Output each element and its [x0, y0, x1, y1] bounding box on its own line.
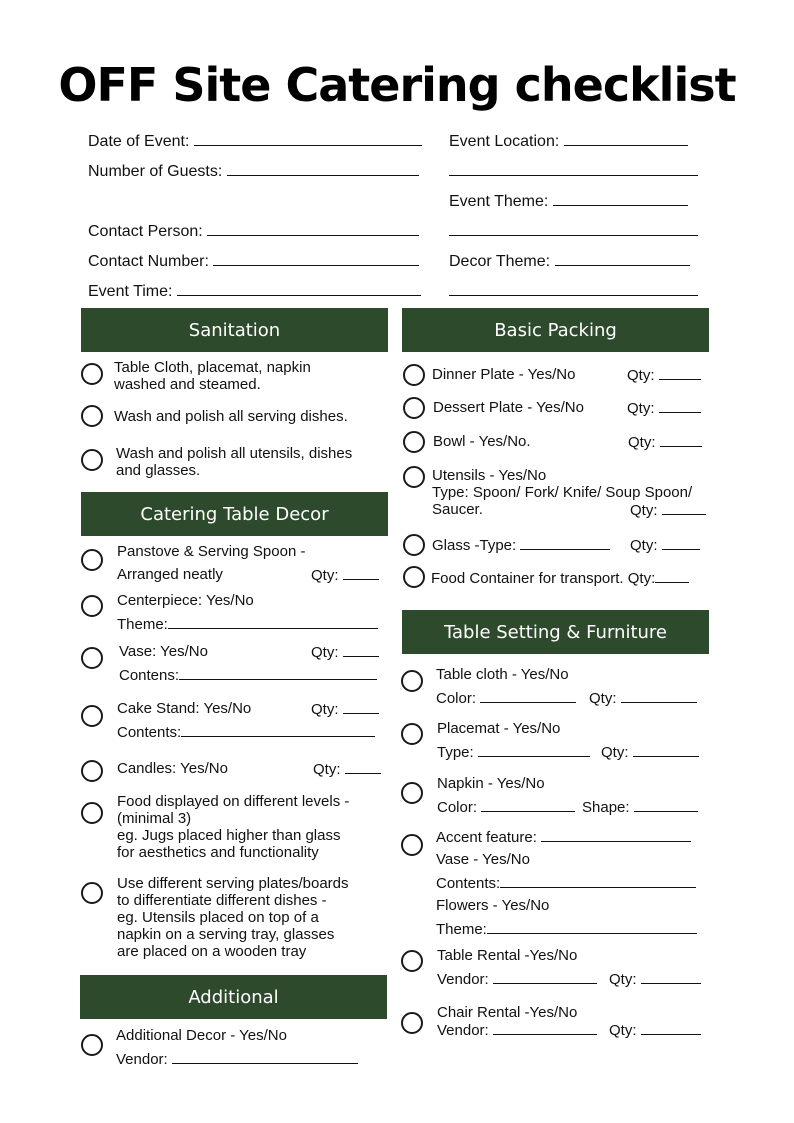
- date-of-event-label: Date of Event:: [88, 133, 190, 150]
- contact-number-field[interactable]: [88, 251, 419, 271]
- table-cloth-qty[interactable]: Qty:: [589, 689, 697, 707]
- contact-person-label: Contact Person:: [88, 223, 203, 240]
- utensils-item: Utensils - Yes/No Type: Spoon/ Fork/ Knife/ Soup Spoon/ Saucer.: [432, 467, 693, 518]
- number-of-guests-field[interactable]: [88, 161, 419, 181]
- event-time-field[interactable]: [88, 281, 421, 301]
- glass-checkbox[interactable]: [403, 534, 425, 556]
- additional-header: Additional: [80, 975, 387, 1019]
- napkin-item: Napkin - Yes/No: [437, 775, 545, 792]
- accent-feature-item[interactable]: Accent feature:: [436, 828, 691, 846]
- sanitation-checkbox-2[interactable]: [81, 405, 103, 427]
- chair-rental-item: Chair Rental -Yes/No: [437, 1004, 578, 1021]
- chair-rental-checkbox[interactable]: [401, 1012, 423, 1034]
- page-title: OFF Site Catering checklist: [58, 58, 736, 112]
- glass-qty[interactable]: Qty:: [630, 536, 700, 554]
- napkin-checkbox[interactable]: [401, 782, 423, 804]
- event-theme-field[interactable]: [449, 191, 688, 211]
- candles-item: Candles: Yes/No: [117, 760, 228, 777]
- dinner-plate-checkbox[interactable]: [403, 364, 425, 386]
- serving-plates-checkbox[interactable]: [81, 882, 103, 904]
- centerpiece-checkbox[interactable]: [81, 595, 103, 617]
- table-cloth-checkbox[interactable]: [401, 670, 423, 692]
- napkin-color[interactable]: Color:: [437, 798, 575, 816]
- table-rental-item: Table Rental -Yes/No: [437, 947, 578, 964]
- event-theme-label: Event Theme:: [449, 193, 549, 210]
- event-theme-line-2[interactable]: [449, 221, 698, 241]
- candles-qty[interactable]: Qty:: [313, 760, 381, 778]
- decor-theme-line-2[interactable]: [449, 281, 698, 301]
- vase-item: Vase: Yes/No: [119, 643, 208, 660]
- food-container-checkbox[interactable]: [403, 566, 425, 588]
- food-levels-checkbox[interactable]: [81, 802, 103, 824]
- accent-flowers: Flowers - Yes/No: [436, 897, 550, 914]
- sanitation-header: Sanitation: [81, 308, 388, 352]
- table-cloth-color[interactable]: Color:: [436, 689, 576, 707]
- additional-decor-item: Additional Decor - Yes/No: [116, 1027, 287, 1044]
- sanitation-checkbox-3[interactable]: [81, 449, 103, 471]
- chair-rental-vendor[interactable]: Vendor:: [437, 1021, 597, 1039]
- vase-checkbox[interactable]: [81, 647, 103, 669]
- panstove-qty[interactable]: Qty:: [311, 566, 379, 584]
- bowl-item: Bowl - Yes/No.: [433, 433, 531, 450]
- utensils-qty[interactable]: Qty:: [630, 501, 706, 519]
- dessert-plate-item: Dessert Plate - Yes/No: [433, 399, 584, 416]
- accent-contents[interactable]: Contents:: [436, 874, 696, 892]
- vase-qty[interactable]: Qty:: [311, 643, 379, 661]
- sanitation-checkbox-1[interactable]: [81, 363, 103, 385]
- placemat-qty[interactable]: Qty:: [601, 743, 699, 761]
- contact-person-field[interactable]: [88, 221, 419, 241]
- accent-theme[interactable]: Theme:: [436, 920, 697, 938]
- serving-plates-item: Use different serving plates/boards to differentiate different dishes - eg. Utensils placed on top of a napkin on a serving tray, glasses are placed on a wooden tray: [117, 875, 349, 960]
- accent-feature-checkbox[interactable]: [401, 834, 423, 856]
- cake-stand-qty[interactable]: Qty:: [311, 700, 379, 718]
- bowl-checkbox[interactable]: [403, 431, 425, 453]
- decor-theme-field[interactable]: [449, 251, 690, 271]
- dessert-plate-qty[interactable]: Qty:: [627, 399, 701, 417]
- candles-checkbox[interactable]: [81, 760, 103, 782]
- panstove-item-line-2: Arranged neatly: [117, 566, 223, 583]
- table-rental-qty[interactable]: Qty:: [609, 970, 701, 988]
- table-cloth-item: Table cloth - Yes/No: [436, 666, 569, 683]
- dessert-plate-checkbox[interactable]: [403, 397, 425, 419]
- cake-stand-item: Cake Stand: Yes/No: [117, 700, 252, 717]
- additional-decor-checkbox[interactable]: [81, 1034, 103, 1056]
- placemat-type[interactable]: Type:: [437, 743, 590, 761]
- table-rental-vendor[interactable]: Vendor:: [437, 970, 597, 988]
- glass-item[interactable]: Glass -Type:: [432, 536, 610, 554]
- sanitation-item-3: Wash and polish all utensils, dishes and glasses.: [116, 445, 353, 479]
- chair-rental-qty[interactable]: Qty:: [609, 1021, 701, 1039]
- food-levels-item: Food displayed on different levels - (minimal 3) eg. Jugs placed higher than glass for aesthetics and functionality: [117, 793, 350, 861]
- centerpiece-theme[interactable]: Theme:: [117, 615, 378, 633]
- event-location-label: Event Location:: [449, 133, 560, 150]
- number-of-guests-label: Number of Guests:: [88, 163, 223, 180]
- event-location-field[interactable]: [449, 131, 688, 151]
- contact-number-label: Contact Number:: [88, 253, 209, 270]
- utensils-checkbox[interactable]: [403, 466, 425, 488]
- event-location-line-2[interactable]: [449, 161, 698, 181]
- catering-table-decor-header: Catering Table Decor: [81, 492, 388, 536]
- dinner-plate-qty[interactable]: Qty:: [627, 366, 701, 384]
- cake-stand-contents[interactable]: Contents:: [117, 723, 375, 741]
- sanitation-item-1: Table Cloth, placemat, napkin washed and steamed.: [114, 359, 311, 393]
- placemat-item: Placemat - Yes/No: [437, 720, 561, 737]
- date-of-event-field[interactable]: [88, 131, 422, 151]
- napkin-shape[interactable]: Shape:: [582, 798, 698, 816]
- cake-stand-checkbox[interactable]: [81, 705, 103, 727]
- bowl-qty[interactable]: Qty:: [628, 433, 702, 451]
- dinner-plate-item: Dinner Plate - Yes/No: [432, 366, 576, 383]
- accent-vase: Vase - Yes/No: [436, 851, 530, 868]
- food-container-item[interactable]: Food Container for transport. Qty:: [431, 569, 689, 587]
- centerpiece-item: Centerpiece: Yes/No: [117, 592, 254, 609]
- vase-contents[interactable]: Contens:: [119, 666, 377, 684]
- panstove-checkbox[interactable]: [81, 549, 103, 571]
- decor-theme-label: Decor Theme:: [449, 253, 551, 270]
- basic-packing-header: Basic Packing: [402, 308, 709, 352]
- additional-decor-vendor[interactable]: Vendor:: [116, 1050, 358, 1068]
- panstove-item: Panstove & Serving Spoon -: [117, 543, 306, 560]
- placemat-checkbox[interactable]: [401, 723, 423, 745]
- sanitation-item-2: Wash and polish all serving dishes.: [114, 408, 348, 425]
- table-setting-header: Table Setting & Furniture: [402, 610, 709, 654]
- event-time-label: Event Time:: [88, 283, 173, 300]
- table-rental-checkbox[interactable]: [401, 950, 423, 972]
